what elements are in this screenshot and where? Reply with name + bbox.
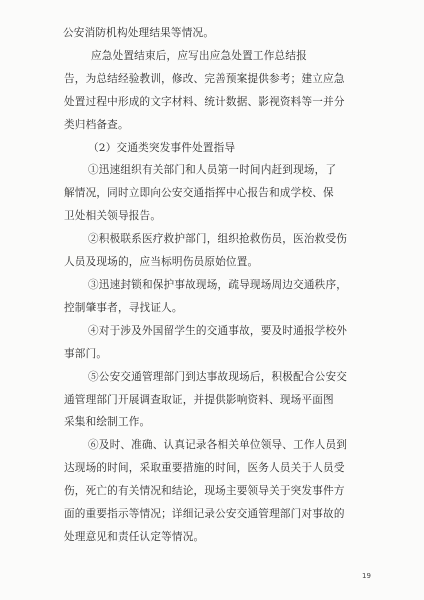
text-line: 伤，死亡的有关情况和结论，现场主要领导关于突发事件方 — [64, 485, 345, 497]
text-line: ⑥及时、准确、认真记录各相关单位领导、工作人员到 — [88, 439, 348, 451]
text-line: 通管理部门开展调查取证，并提供影响资料、现场平面图 — [64, 394, 334, 406]
text-line: 告，为总结经验教训，修改、完善预案提供参考；建立应急 — [64, 73, 345, 85]
text-line: 公安消防机构处理结果等情况。 — [63, 27, 215, 39]
text-line: 应急处置结束后，应写出应急处置工作总结报 — [91, 50, 307, 62]
text-line: 卫处相关领导报告。 — [64, 210, 162, 222]
page-number: 19 — [362, 572, 371, 580]
text-line: ②积极联系医疗救护部门，组织抢救伤员，医治救受伤 — [88, 233, 348, 245]
section-heading: （2）交通类突发事件处置指导 — [88, 142, 236, 154]
text-line: 采集和绘制工作。 — [64, 416, 151, 428]
text-line: 处理意见和责任认定等情况。 — [64, 531, 205, 543]
text-line: 处置过程中形成的文字材料、统计数据、影视资料等一并分 — [64, 96, 345, 108]
text-line: 类归档备查。 — [64, 119, 129, 131]
text-line: 解情况，同时立即向公安交通指挥中心报告和成学校、保 — [64, 187, 334, 199]
text-line: 控制肇事者，寻找证人。 — [64, 302, 183, 314]
text-line: 人员及现场的，应当标明伤员原始位置。 — [64, 256, 259, 268]
text-line: ④对于涉及外国留学生的交通事故，要及时通报学校外 — [88, 325, 348, 337]
text-line: 达现场的时间，采取重要措施的时间，医务人员关于人员受 — [64, 462, 345, 474]
text-line: 事部门。 — [64, 348, 108, 360]
text-line: ①迅速组织有关部门和人员第一时间内赶到现场，了 — [88, 164, 337, 176]
text-line: 面的重要指示等情况；详细记录公安交通管理部门对事故的 — [64, 508, 345, 520]
text-line: ③迅速封锁和保护事故现场，疏导现场周边交通秩序， — [88, 279, 348, 291]
text-line: ⑤公安交通管理部门到达事故现场后，积极配合公安交 — [88, 371, 348, 383]
